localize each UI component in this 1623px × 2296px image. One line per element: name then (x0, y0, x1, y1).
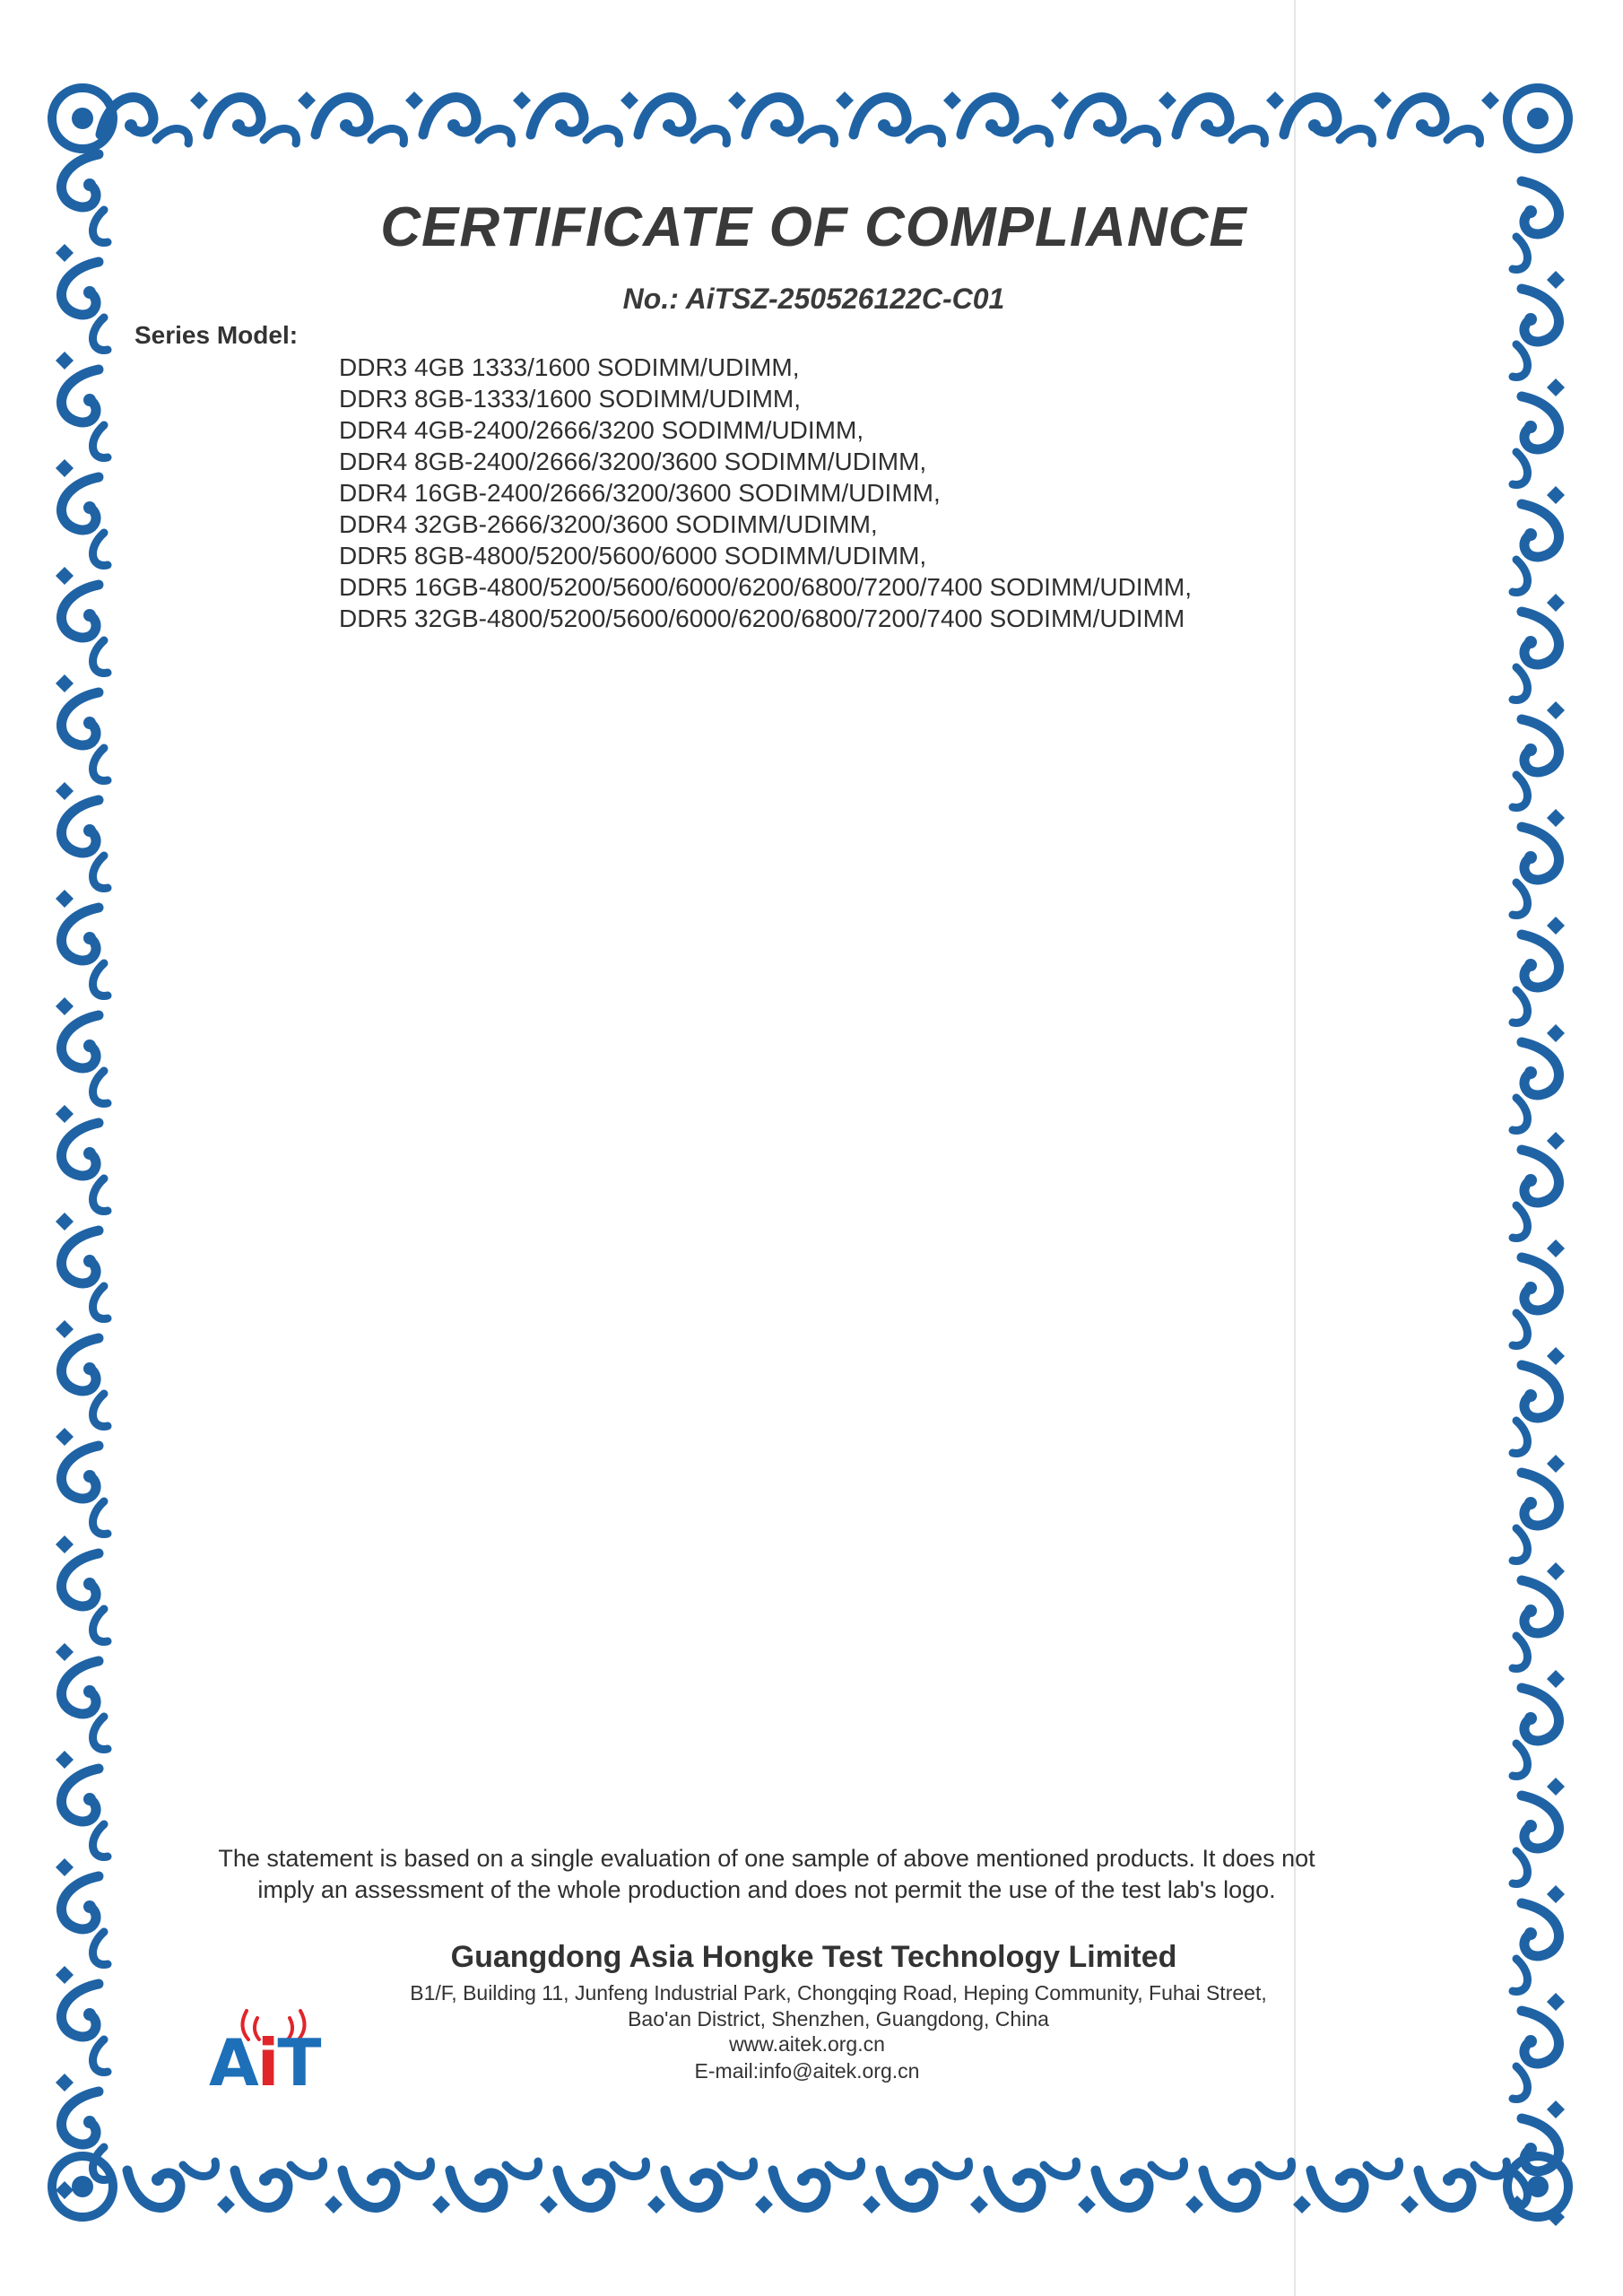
issuer-website: www.aitek.org.cn (729, 2032, 885, 2056)
model-item: DDR4 4GB-2400/2666/3200 SODIMM/UDIMM, (339, 416, 864, 444)
issuer-company-name: Guangdong Asia Hongke Test Technology Limited (450, 1940, 1177, 1974)
issuer-email: E-mail:info@aitek.org.cn (694, 2059, 920, 2083)
logo-letter-t: T (277, 2025, 320, 2100)
logo-letter-i: i (256, 2025, 278, 2100)
series-model-list (339, 352, 1192, 634)
certificate-number: No.: AiTSZ-250526122C-C01 (622, 283, 1005, 315)
model-item: DDR4 8GB-2400/2666/3200/3600 SODIMM/UDIMM, (339, 448, 927, 475)
issuer-address (323, 1980, 1354, 2032)
certificate-title: CERTIFICATE OF COMPLIANCE (380, 196, 1247, 258)
address-line-1: B1/F, Building 11, Junfeng Industrial Park, Chongqing Road, Heping Community, Fuhai Street, (410, 1981, 1267, 2005)
statement-line-1: The statement is based on a single evaluation of one sample of above mentioned products. It does not (218, 1845, 1315, 1872)
model-item: DDR5 8GB-4800/5200/5600/6000 SODIMM/UDIMM, (339, 542, 927, 570)
model-item: DDR5 16GB-4800/5200/5600/6000/6200/6800/7200/7400 SODIMM/UDIMM, (339, 573, 1193, 601)
ait-logo-wordmark (209, 2025, 320, 2100)
address-line-2: Bao'an District, Shenzhen, Guangdong, China (628, 2007, 1049, 2031)
logo-letter-a: A (209, 2025, 257, 2100)
model-item: DDR3 4GB 1333/1600 SODIMM/UDIMM, (339, 353, 800, 381)
model-item: DDR5 32GB-4800/5200/5600/6000/6200/6800/7200/7400 SODIMM/UDIMM (339, 604, 1185, 632)
statement-text (143, 1843, 1390, 1906)
model-item: DDR4 16GB-2400/2666/3200/3600 SODIMM/UDIMM, (339, 479, 941, 507)
model-item: DDR3 8GB-1333/1600 SODIMM/UDIMM, (339, 385, 802, 413)
statement-line-2: imply an assessment of the whole production and does not permit the use of the test lab's logo. (257, 1876, 1276, 1903)
model-item: DDR4 32GB-2666/3200/3600 SODIMM/UDIMM, (339, 510, 878, 538)
ait-logo (202, 1993, 363, 2100)
series-model-label: Series Model: (135, 321, 299, 349)
